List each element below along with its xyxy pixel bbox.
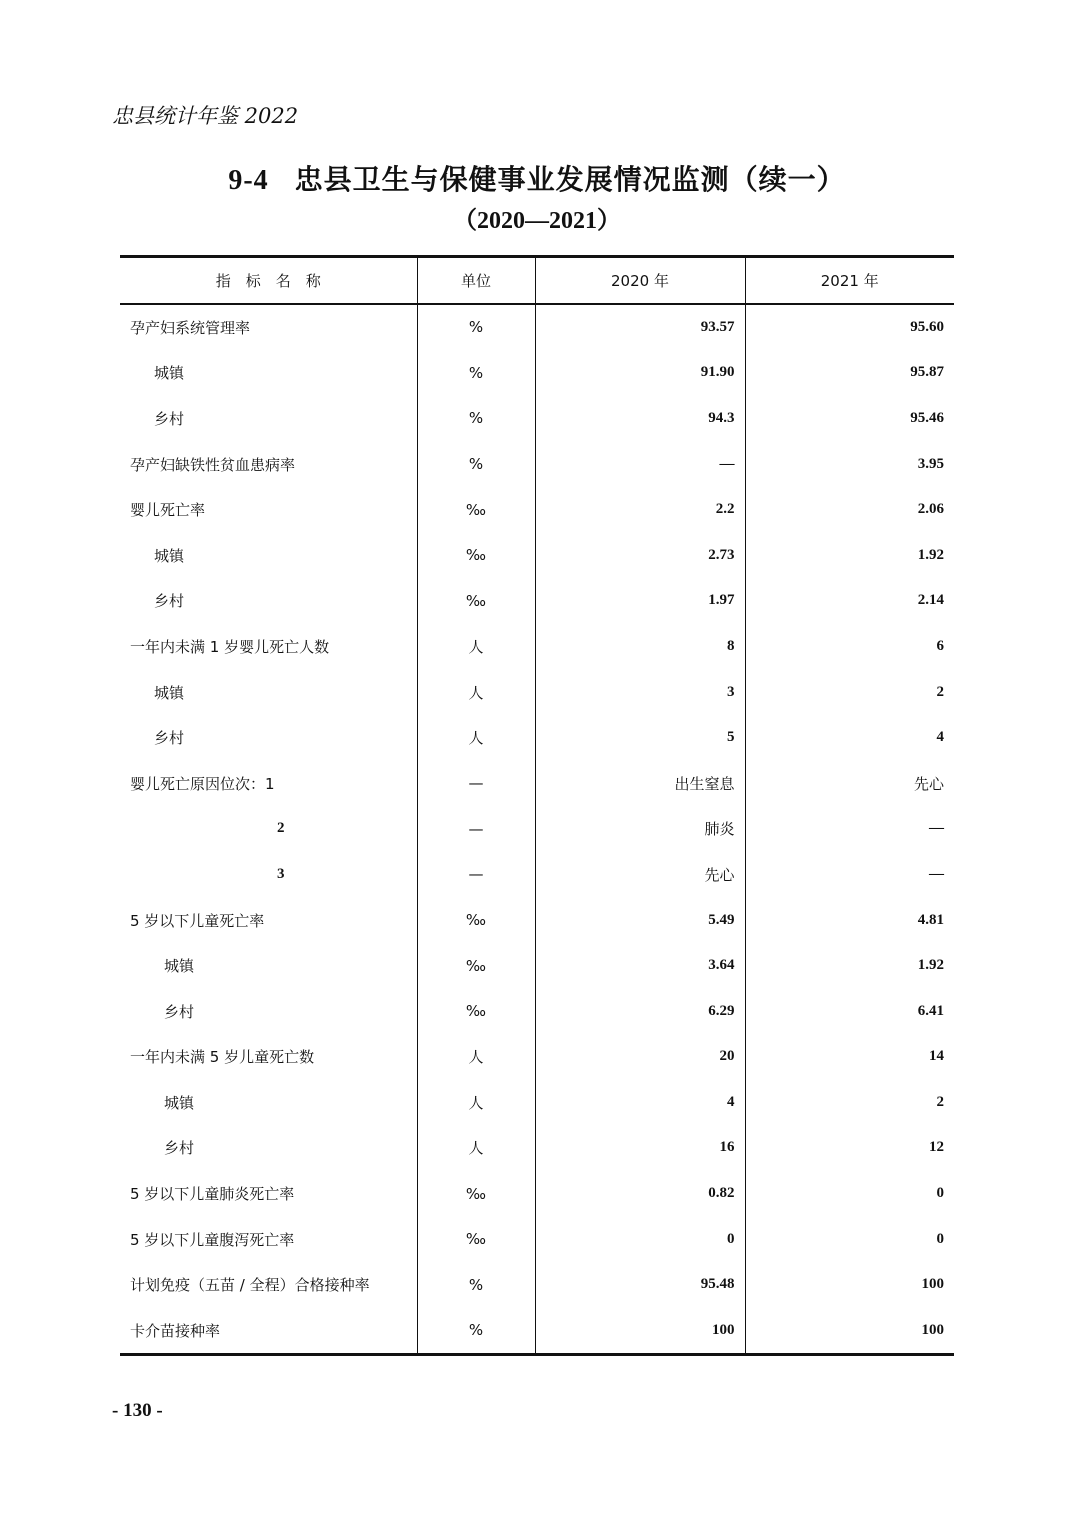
unit-cell: % <box>417 1308 535 1355</box>
value-2021-cell: 4.81 <box>917 911 944 928</box>
value-2020-cell: 16 <box>535 1125 745 1171</box>
value-2021-cell: 6 <box>936 637 944 654</box>
value-2020-cell: 100 <box>535 1308 745 1355</box>
unit-cell: ‰ <box>417 532 535 578</box>
statistics-table-container <box>120 255 954 1356</box>
value-2021-cell: 100 <box>921 1321 944 1338</box>
value-2020-cell: 0.82 <box>535 1171 745 1217</box>
value-2021-cell: 2 <box>936 683 944 700</box>
value-2021-cell: 100 <box>921 1276 944 1293</box>
indicator-name-cell: 城镇 <box>120 669 417 715</box>
unit-cell: 人 <box>417 715 535 761</box>
indicator-name-cell: 城镇 <box>120 1080 417 1126</box>
value-2021-cell: 4 <box>936 729 944 746</box>
unit-cell: 人 <box>417 1125 535 1171</box>
value-2020-cell: 1.97 <box>535 578 745 624</box>
value-2021-cell: 14 <box>929 1048 944 1065</box>
table-row <box>120 624 954 670</box>
book-title: 忠县统计年鉴 2022 <box>112 104 299 128</box>
table-row <box>120 350 954 396</box>
indicator-name-cell: 乡村 <box>120 396 417 442</box>
table-title-text: 忠县卫生与保健事业发展情况监测（续一） <box>294 163 846 196</box>
value-2021-cell: 95.46 <box>910 409 944 426</box>
indicator-name-cell: 2 <box>120 806 417 852</box>
unit-cell: % <box>417 304 535 351</box>
value-2020-cell: 先心 <box>535 852 745 898</box>
table-row <box>120 760 954 806</box>
value-2020-cell: 93.57 <box>535 304 745 351</box>
table-row <box>120 441 954 487</box>
value-2021-cell: 2 <box>936 1093 944 1110</box>
table-row <box>120 396 954 442</box>
unit-cell: ‰ <box>417 943 535 989</box>
column-header-2020: 2020 年 <box>535 257 745 304</box>
page-number: - 130 - <box>112 1400 163 1421</box>
unit-cell: 人 <box>417 624 535 670</box>
value-2020-cell: 95.48 <box>535 1262 745 1308</box>
table-row <box>120 1216 954 1262</box>
value-2021-cell: 0 <box>936 1185 944 1202</box>
unit-cell: — <box>417 806 535 852</box>
table-row <box>120 1308 954 1355</box>
unit-cell: 人 <box>417 1080 535 1126</box>
unit-cell: — <box>417 852 535 898</box>
indicator-name-cell: 乡村 <box>120 988 417 1034</box>
indicator-name-cell: 婴儿死亡率 <box>120 487 417 533</box>
value-2020-cell: 出生窒息 <box>535 760 745 806</box>
value-2020-cell: 8 <box>535 624 745 670</box>
value-2020-cell: 91.90 <box>535 350 745 396</box>
value-2021-cell: — <box>929 865 944 882</box>
table-row <box>120 1262 954 1308</box>
table-row <box>120 304 954 351</box>
unit-cell: 人 <box>417 1034 535 1080</box>
value-2021-cell: 2.06 <box>917 501 944 518</box>
unit-cell: % <box>417 1262 535 1308</box>
indicator-name-cell: 5 岁以下儿童腹泻死亡率 <box>120 1216 417 1262</box>
value-2021-cell: 0 <box>936 1230 944 1247</box>
value-2020-cell: 肺炎 <box>535 806 745 852</box>
value-2021-cell: 先心 <box>913 774 944 793</box>
table-subtitle-years: （2020—2021） <box>453 208 621 234</box>
value-2020-cell: 94.3 <box>535 396 745 442</box>
value-2020-cell: 0 <box>535 1216 745 1262</box>
value-2021-cell: 1.92 <box>917 957 944 974</box>
value-2021-cell: — <box>929 820 944 837</box>
indicator-name-cell: 孕产妇缺铁性贫血患病率 <box>120 441 417 487</box>
indicator-name-cell: 5 岁以下儿童肺炎死亡率 <box>120 1171 417 1217</box>
unit-cell: % <box>417 350 535 396</box>
unit-cell: — <box>417 760 535 806</box>
value-2021-cell: 3.95 <box>917 455 944 472</box>
table-row <box>120 578 954 624</box>
table-header-row <box>120 257 954 304</box>
value-2020-cell: 20 <box>535 1034 745 1080</box>
value-2020-cell: 3.64 <box>535 943 745 989</box>
table-row <box>120 897 954 943</box>
unit-cell: ‰ <box>417 1216 535 1262</box>
value-2020-cell: 3 <box>535 669 745 715</box>
indicator-name-cell: 城镇 <box>120 532 417 578</box>
value-2021-cell: 2.14 <box>917 592 944 609</box>
table-row <box>120 852 954 898</box>
table-row <box>120 988 954 1034</box>
indicator-name-cell: 乡村 <box>120 578 417 624</box>
table-body <box>120 304 954 1355</box>
indicator-name-cell: 孕产妇系统管理率 <box>120 304 417 351</box>
value-2021-cell: 6.41 <box>917 1002 944 1019</box>
indicator-name-cell: 婴儿死亡原因位次：1 <box>120 760 417 806</box>
value-2020-cell: 2.73 <box>535 532 745 578</box>
indicator-name-cell: 乡村 <box>120 1125 417 1171</box>
indicator-name-cell: 5 岁以下儿童死亡率 <box>120 897 417 943</box>
indicator-name-cell: 一年内未满 5 岁儿童死亡数 <box>120 1034 417 1080</box>
value-2021-cell: 95.87 <box>910 364 944 381</box>
value-2020-cell: 4 <box>535 1080 745 1126</box>
table-row <box>120 1034 954 1080</box>
indicator-name-cell: 城镇 <box>120 943 417 989</box>
statistics-table <box>120 255 954 1356</box>
table-row <box>120 943 954 989</box>
indicator-name-cell: 城镇 <box>120 350 417 396</box>
table-row <box>120 1171 954 1217</box>
indicator-name-cell: 一年内未满 1 岁婴儿死亡人数 <box>120 624 417 670</box>
unit-cell: ‰ <box>417 897 535 943</box>
column-header-indicator: 指 标 名 称 <box>120 257 417 304</box>
unit-cell: % <box>417 396 535 442</box>
indicator-name-cell: 计划免疫（五苗 / 全程）合格接种率 <box>120 1262 417 1308</box>
indicator-name-cell: 乡村 <box>120 715 417 761</box>
value-2020-cell: — <box>535 441 745 487</box>
unit-cell: ‰ <box>417 988 535 1034</box>
table-row <box>120 1080 954 1126</box>
table-number: 9-4 <box>228 165 269 196</box>
value-2020-cell: 5.49 <box>535 897 745 943</box>
table-row <box>120 669 954 715</box>
table-row <box>120 532 954 578</box>
table-row <box>120 806 954 852</box>
unit-cell: ‰ <box>417 487 535 533</box>
column-header-2021: 2021 年 <box>820 271 879 290</box>
unit-cell: % <box>417 441 535 487</box>
value-2020-cell: 6.29 <box>535 988 745 1034</box>
value-2020-cell: 5 <box>535 715 745 761</box>
column-header-unit: 单位 <box>417 257 535 304</box>
value-2021-cell: 12 <box>929 1139 944 1156</box>
unit-cell: ‰ <box>417 578 535 624</box>
indicator-name-cell: 3 <box>120 852 417 898</box>
value-2020-cell: 2.2 <box>535 487 745 533</box>
table-row <box>120 1125 954 1171</box>
value-2021-cell: 1.92 <box>917 546 944 563</box>
table-row <box>120 715 954 761</box>
table-row <box>120 487 954 533</box>
value-2021-cell: 95.60 <box>910 318 944 335</box>
table-title <box>0 158 1074 198</box>
unit-cell: ‰ <box>417 1171 535 1217</box>
unit-cell: 人 <box>417 669 535 715</box>
indicator-name-cell: 卡介苗接种率 <box>120 1308 417 1355</box>
